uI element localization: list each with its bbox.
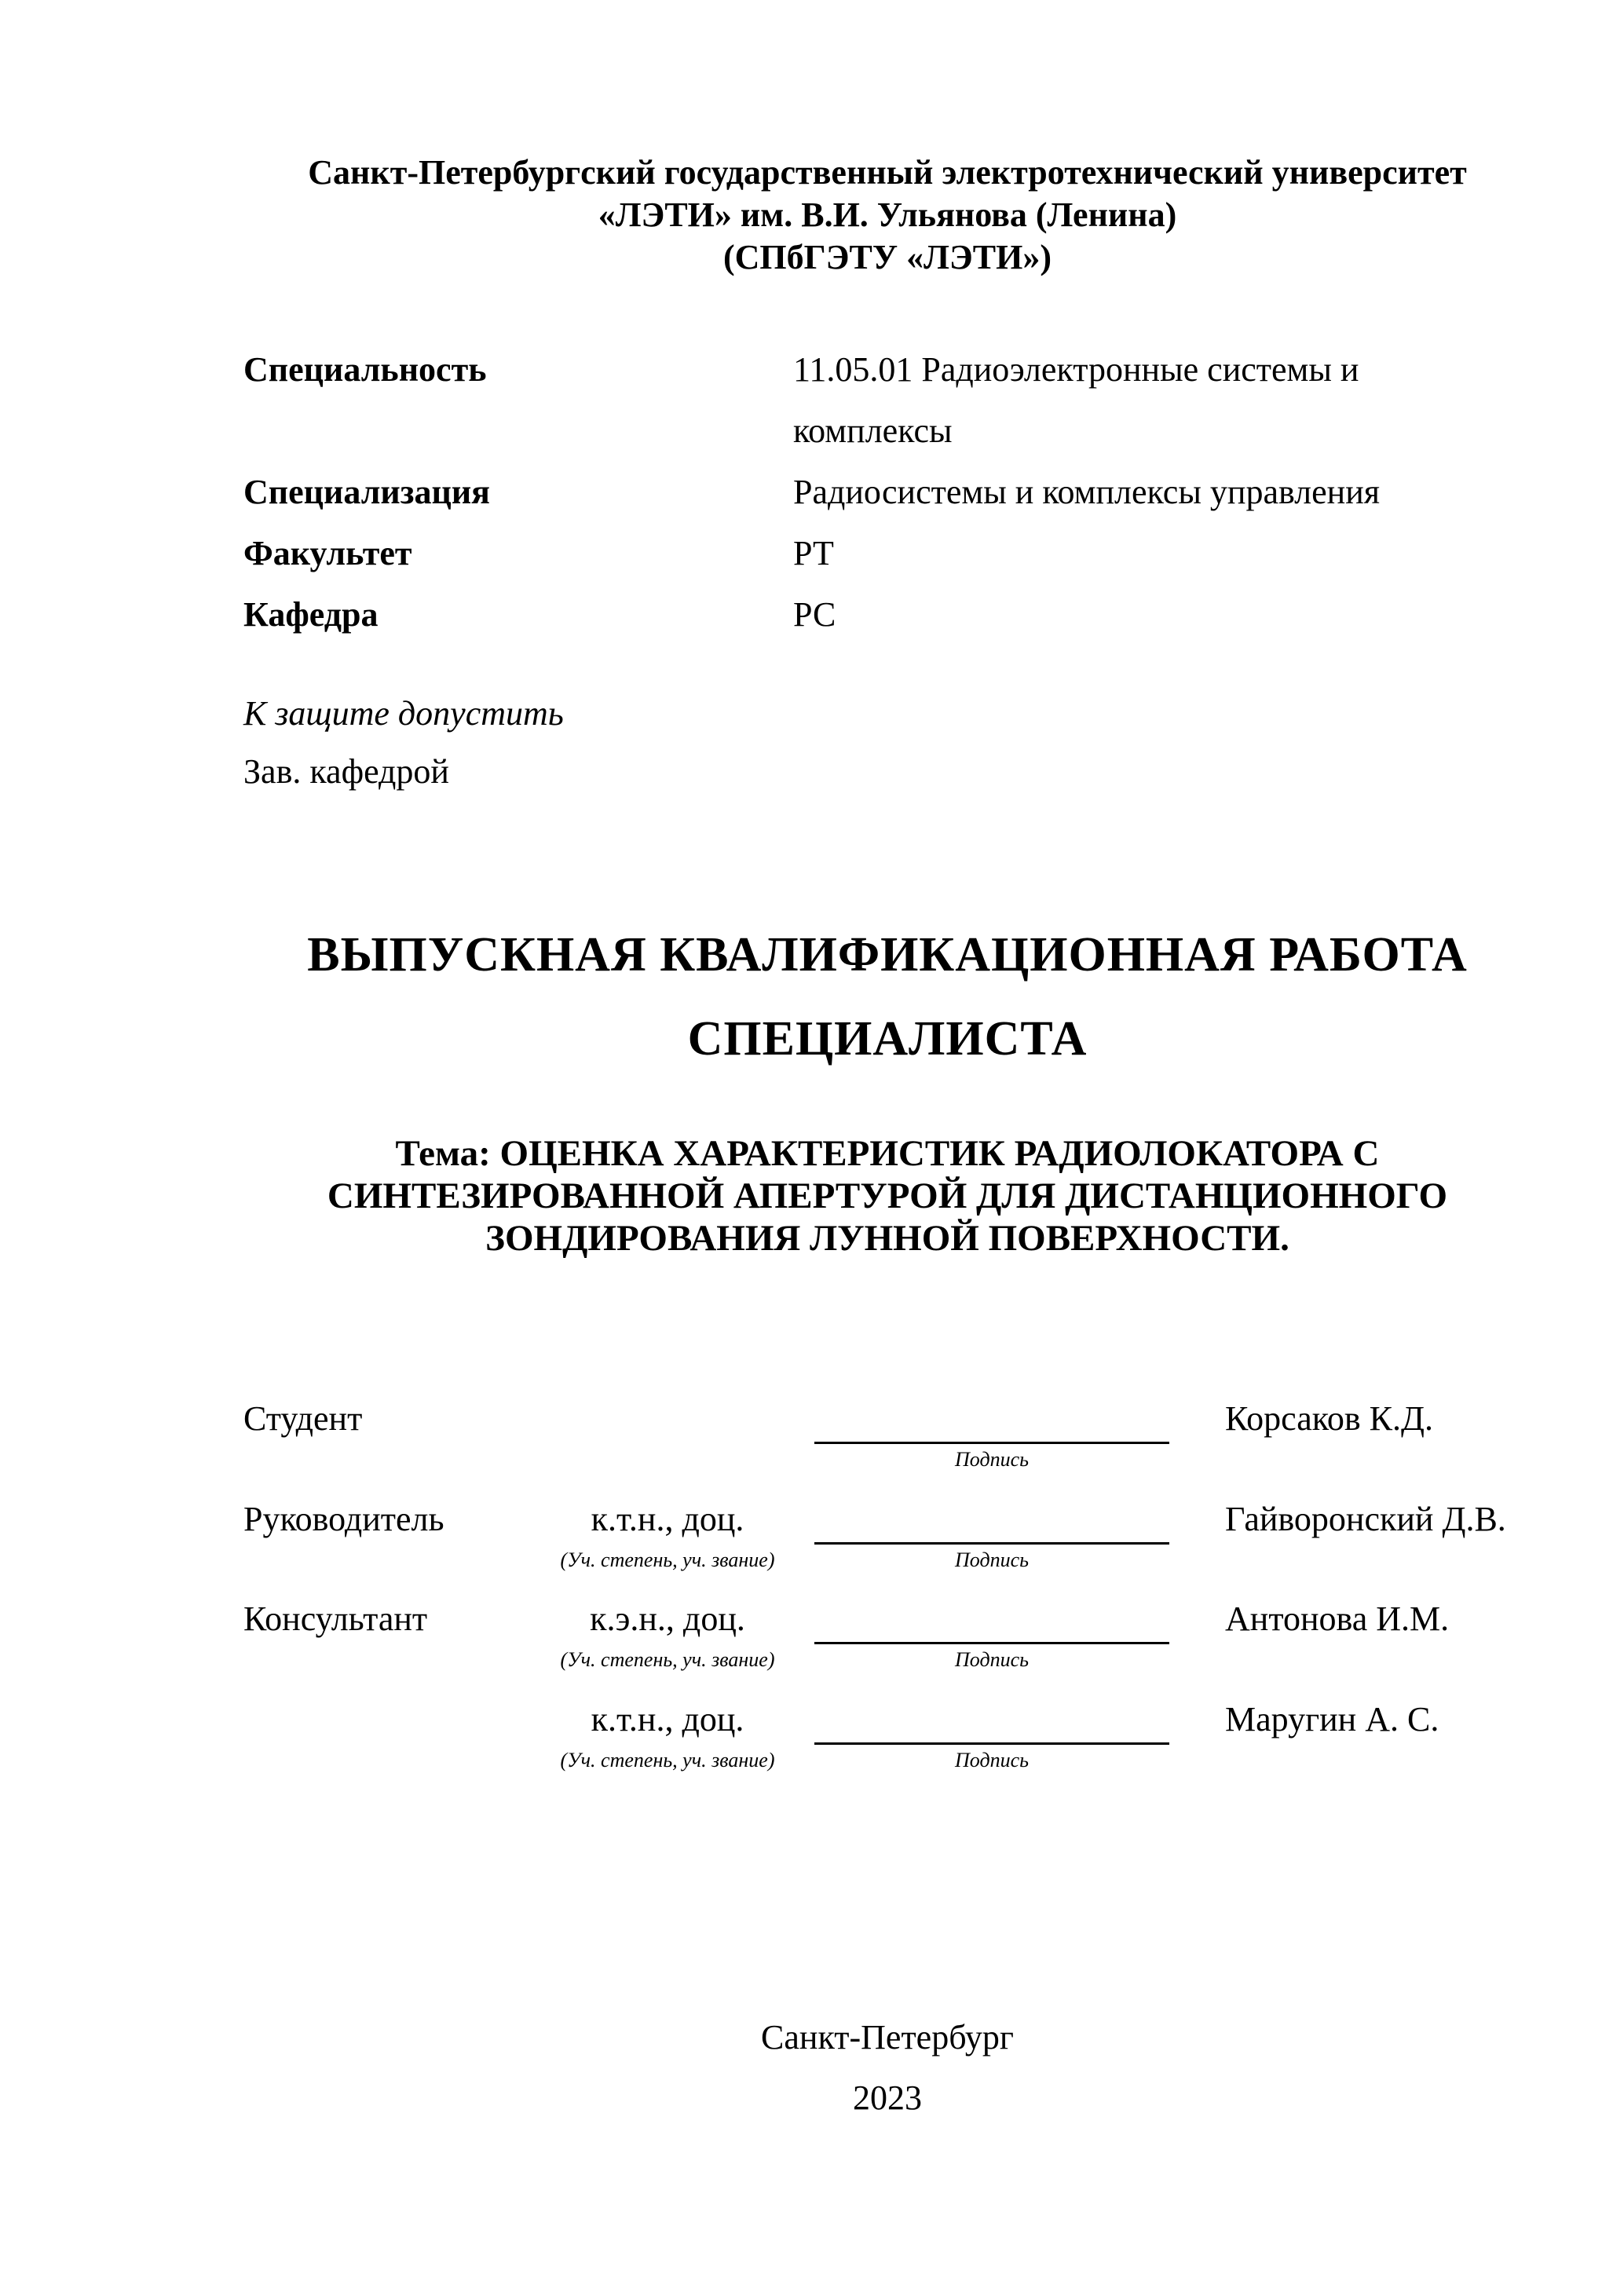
signature-caption: Подпись — [955, 1648, 1029, 1671]
footer — [243, 2007, 1531, 2128]
thesis-topic-line: Тема: ОЦЕНКА ХАРАКТЕРИСТИК РАДИОЛОКАТОРА С — [395, 1133, 1380, 1174]
signature-row-consultant — [243, 1600, 1531, 1695]
role-label: Консультант — [243, 1600, 428, 1638]
signature-caption: Подпись — [955, 1548, 1029, 1571]
signature-caption: Подпись — [955, 1448, 1029, 1471]
degree-label: к.т.н., доц. — [591, 1700, 744, 1738]
field-value: РТ — [793, 534, 834, 572]
field-value-line: 11.05.01 Радиоэлектронные системы и — [793, 350, 1359, 389]
signature-line — [814, 1642, 1169, 1644]
university-header — [243, 152, 1531, 279]
city-label: Санкт-Петербург — [761, 2018, 1014, 2057]
work-type-title-line: СПЕЦИАЛИСТА — [687, 1012, 1088, 1066]
field-value: РС — [793, 595, 836, 634]
field-row-specialty — [243, 339, 1531, 462]
field-value — [793, 339, 1359, 462]
degree-caption: (Уч. степень, уч. звание) — [560, 1548, 775, 1571]
admission-statement: К защите допустить — [243, 694, 564, 733]
signature-row-supervisor — [243, 1500, 1531, 1596]
signature-line — [814, 1742, 1169, 1745]
degree-label: к.т.н., доц. — [591, 1500, 744, 1538]
field-label: Кафедра — [243, 595, 379, 634]
person-name: Антонова И.М. — [1225, 1600, 1450, 1638]
signature-row-student — [243, 1399, 1531, 1495]
program-fields-table — [243, 339, 1531, 645]
field-row-faculty — [243, 523, 1531, 584]
year-label: 2023 — [853, 2078, 922, 2117]
signature-line — [814, 1442, 1169, 1444]
thesis-topic — [243, 1132, 1531, 1260]
thesis-topic-line: ЗОНДИРОВАНИЯ ЛУННОЙ ПОВЕРХНОСТИ. — [485, 1218, 1289, 1259]
field-label: Специализация — [243, 473, 490, 511]
role-label: Руководитель — [243, 1500, 444, 1538]
university-name-line: Санкт-Петербургский государственный электротехнический университет — [308, 153, 1467, 192]
degree-caption: (Уч. степень, уч. звание) — [560, 1648, 775, 1671]
degree-label: к.э.н., доц. — [590, 1600, 745, 1638]
field-value: Радиосистемы и комплексы управления — [793, 473, 1380, 511]
field-value-line: комплексы — [793, 411, 953, 450]
person-name: Корсаков К.Д. — [1225, 1399, 1434, 1438]
work-type-title-line: ВЫПУСКНАЯ КВАЛИФИКАЦИОННАЯ РАБОТА — [307, 928, 1468, 982]
signature-line — [814, 1542, 1169, 1545]
field-label: Факультет — [243, 534, 412, 572]
admission-block — [243, 685, 564, 801]
field-row-specialization — [243, 462, 1531, 523]
university-name-line: «ЛЭТИ» им. В.И. Ульянова (Ленина) — [598, 196, 1177, 234]
thesis-topic-line: СИНТЕЗИРОВАННОЙ АПЕРТУРОЙ ДЛЯ ДИСТАНЦИОННОГО — [327, 1175, 1448, 1216]
head-of-department-label: Зав. кафедрой — [243, 752, 449, 791]
university-abbreviation-line: (СПбГЭТУ «ЛЭТИ») — [723, 238, 1052, 276]
degree-caption: (Уч. степень, уч. звание) — [560, 1749, 775, 1771]
role-label: Студент — [243, 1399, 363, 1438]
field-row-department — [243, 584, 1531, 645]
signature-caption: Подпись — [955, 1749, 1029, 1771]
person-name: Гайворонский Д.В. — [1225, 1500, 1506, 1538]
field-label: Специальность — [243, 350, 487, 389]
work-type-title — [243, 913, 1531, 1081]
signature-row-consultant-2 — [243, 1700, 1531, 1796]
person-name: Маругин А. С. — [1225, 1700, 1439, 1738]
